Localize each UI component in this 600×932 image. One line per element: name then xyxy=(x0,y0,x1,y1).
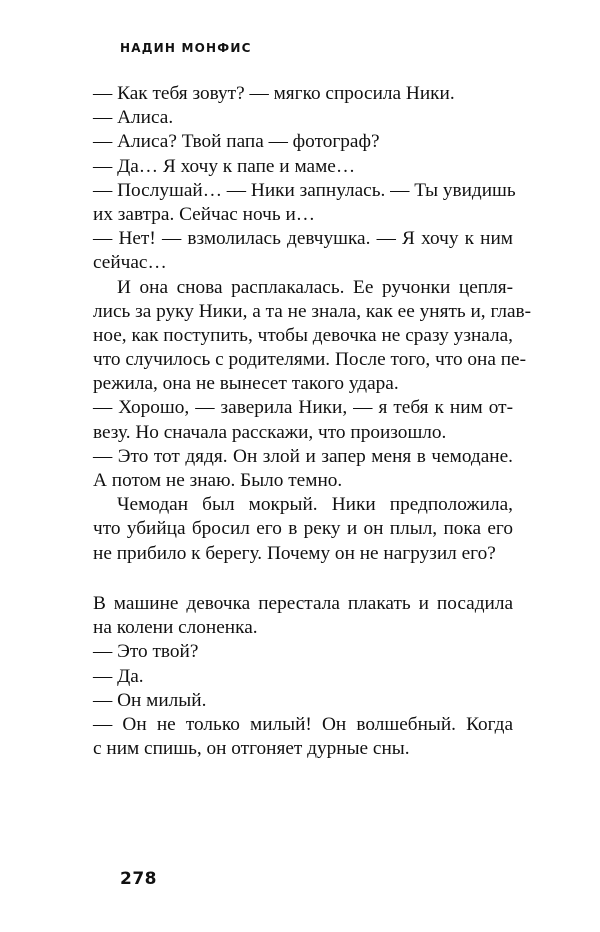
text-line: А потом не знаю. Было темно. xyxy=(93,470,343,491)
text-line: не прибило к берегу. Почему он не нагрузил его? xyxy=(93,542,496,564)
text-line: — Это тот дядя. Он злой и запер меня в чемодане. xyxy=(93,445,513,467)
text-line: — Хорошо, — заверила Ники, — я тебя к ним от- xyxy=(93,397,513,419)
text-line: сейчас… xyxy=(93,252,167,274)
text-line: — Это твой? xyxy=(93,641,199,663)
text-block-bottom xyxy=(93,592,513,761)
text-line: — Алиса. xyxy=(93,107,174,129)
text-line: ное, как поступить, чтобы девочка не сразу узнала, xyxy=(93,324,513,346)
text-line: И она снова расплакалась. Ее ручонки цепля- xyxy=(117,276,513,298)
text-line: что случилось с родителями. После того, что она пе- xyxy=(93,349,527,371)
text-line: В машине девочка перестала плакать и посадила xyxy=(93,593,513,614)
text-line: — Он не только милый! Он волшебный. Когда xyxy=(93,713,513,735)
text-line: их завтра. Сейчас ночь и… xyxy=(93,203,316,225)
text-line: на колени слоненка. xyxy=(93,617,258,639)
page-number: 278 xyxy=(120,869,157,889)
text-line: лись за руку Ники, а та не знала, как ее унять и, глав- xyxy=(93,300,532,322)
text-line: — Нет! — взмолилась девчушка. — Я хочу к ним xyxy=(93,228,513,250)
text-line: — Он милый. xyxy=(93,689,207,711)
running-head: НАДИН МОНФИС xyxy=(120,41,252,55)
text-line: — Алиса? Твой папа — фотограф? xyxy=(93,131,380,153)
text-line: — Как тебя зовут? — мягко спросила Ники. xyxy=(93,83,455,104)
text-line: — Послушай… — Ники запнулась. — Ты увидишь xyxy=(93,179,516,201)
text-line: с ним спишь, он отгоняет дурные сны. xyxy=(93,738,410,760)
text-line: режила, она не вынесет такого удара. xyxy=(93,373,399,395)
text-line: — Да… Я хочу к папе и маме… xyxy=(93,155,356,177)
text-line: Чемодан был мокрый. Ники предположила, xyxy=(117,494,513,516)
text-line: везу. Но сначала расскажи, что произошло. xyxy=(93,421,447,443)
text-line: — Да. xyxy=(93,665,144,687)
text-block-top xyxy=(93,82,532,566)
text-line: что убийца бросил его в реку и он плыл, пока его xyxy=(93,518,513,540)
